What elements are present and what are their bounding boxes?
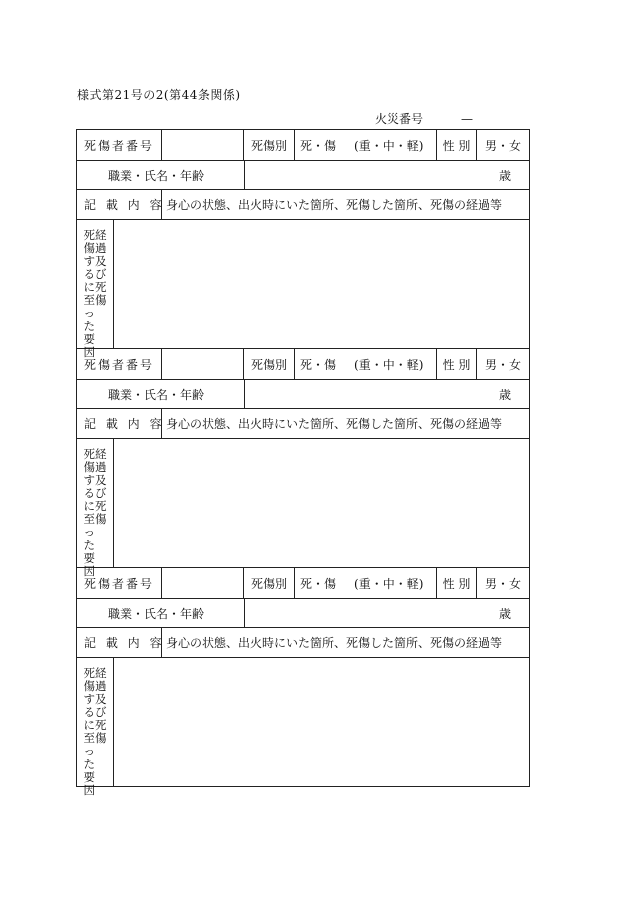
occupation-label: 職業・氏名・年齢 bbox=[108, 168, 205, 183]
cause-label bbox=[77, 658, 113, 797]
casualty-type-options[interactable] bbox=[294, 130, 436, 160]
cause-label bbox=[77, 439, 113, 578]
occupation-label: 職業・氏名・年齢 bbox=[108, 387, 205, 402]
entries-description: 身心の状態、出火時にいた箇所、死傷した箇所、死傷の経過等 bbox=[161, 628, 529, 657]
entries-row bbox=[77, 408, 529, 438]
vertical-char: び bbox=[95, 486, 107, 500]
vertical-char: 至 bbox=[83, 293, 95, 307]
casualty-header-row bbox=[77, 349, 529, 379]
vertical-char: 因 bbox=[83, 783, 95, 797]
casualty-header-row bbox=[77, 130, 529, 160]
vertical-char: た bbox=[83, 757, 95, 771]
vertical-char: 死 bbox=[95, 499, 107, 513]
cause-label bbox=[77, 220, 113, 359]
cause-row bbox=[77, 657, 529, 797]
vertical-char: に bbox=[83, 280, 95, 294]
vertical-char: 経 bbox=[95, 447, 107, 461]
sex-label: 性 別 bbox=[436, 349, 476, 379]
vertical-char: る bbox=[83, 267, 95, 281]
casualty-type-label: 死傷別 bbox=[243, 568, 294, 598]
vertical-char: 死 bbox=[95, 280, 107, 294]
vertical-char: び bbox=[95, 705, 107, 719]
severity-options: (重・中・軽) bbox=[354, 576, 424, 591]
death-injury-options: 死・傷 bbox=[300, 357, 337, 372]
vertical-char: 傷 bbox=[95, 293, 107, 307]
casualty-type-label: 死傷別 bbox=[243, 130, 294, 160]
vertical-char: 因 bbox=[83, 345, 95, 359]
casualty-number-field[interactable] bbox=[161, 568, 243, 598]
vertical-char: 至 bbox=[83, 731, 95, 745]
cause-label-col2 bbox=[84, 448, 96, 578]
sex-label: 性 別 bbox=[436, 130, 476, 160]
vertical-char: っ bbox=[83, 744, 95, 758]
vertical-char: び bbox=[95, 267, 107, 281]
casualty-sheet bbox=[76, 129, 530, 797]
entries-label: 記 載 内 容 bbox=[84, 636, 165, 650]
cause-row bbox=[77, 219, 529, 359]
vertical-char: 傷 bbox=[95, 731, 107, 745]
vertical-char: 傷 bbox=[83, 679, 95, 693]
cause-label-col1 bbox=[95, 667, 107, 797]
occupation-label: 職業・氏名・年齢 bbox=[108, 606, 205, 621]
cause-detail-field[interactable] bbox=[113, 439, 529, 567]
vertical-char: た bbox=[83, 538, 95, 552]
vertical-char: 及 bbox=[95, 254, 107, 268]
vertical-char: 死 bbox=[83, 447, 95, 461]
vertical-char: っ bbox=[83, 306, 95, 320]
entries-label: 記 載 内 容 bbox=[84, 198, 165, 212]
occupation-row bbox=[77, 160, 529, 189]
occupation-field[interactable] bbox=[244, 161, 529, 189]
sex-label: 性 別 bbox=[436, 568, 476, 598]
casualty-block-3 bbox=[76, 568, 530, 797]
vertical-char: 過 bbox=[95, 679, 107, 693]
vertical-char: す bbox=[83, 692, 95, 706]
age-unit: 歳 bbox=[498, 606, 511, 621]
age-unit: 歳 bbox=[498, 387, 511, 402]
casualty-block-1 bbox=[76, 129, 530, 359]
vertical-char: す bbox=[83, 254, 95, 268]
death-injury-options: 死・傷 bbox=[300, 576, 337, 591]
vertical-char: 傷 bbox=[83, 460, 95, 474]
casualty-type-label: 死傷別 bbox=[243, 349, 294, 379]
occupation-field[interactable] bbox=[244, 380, 529, 408]
vertical-char: 死 bbox=[83, 666, 95, 680]
casualty-type-options[interactable] bbox=[294, 568, 436, 598]
vertical-char: 要 bbox=[83, 770, 95, 784]
cause-label-col2 bbox=[84, 667, 96, 797]
vertical-char: 経 bbox=[95, 228, 107, 242]
vertical-char: 傷 bbox=[83, 241, 95, 255]
cause-detail-field[interactable] bbox=[113, 658, 529, 786]
vertical-char: 及 bbox=[95, 692, 107, 706]
cause-label-col1 bbox=[95, 229, 107, 359]
fire-number-dash: — bbox=[461, 112, 474, 126]
casualty-number-label: 死傷者番号 bbox=[84, 138, 155, 153]
casualty-number-field[interactable] bbox=[161, 349, 243, 379]
entries-description: 身心の状態、出火時にいた箇所、死傷した箇所、死傷の経過等 bbox=[161, 190, 529, 219]
vertical-char: す bbox=[83, 473, 95, 487]
form-title: 様式第21号の2(第44条関係) bbox=[77, 88, 241, 102]
fire-number-label: 火災番号 bbox=[375, 112, 424, 126]
occupation-row bbox=[77, 379, 529, 408]
entries-label: 記 載 内 容 bbox=[84, 417, 165, 431]
vertical-char: 至 bbox=[83, 512, 95, 526]
vertical-char: 及 bbox=[95, 473, 107, 487]
vertical-char: っ bbox=[83, 525, 95, 539]
casualty-number-label: 死傷者番号 bbox=[84, 576, 155, 591]
severity-options: (重・中・軽) bbox=[354, 357, 424, 372]
vertical-char: る bbox=[83, 705, 95, 719]
cause-row bbox=[77, 438, 529, 578]
vertical-char: 因 bbox=[83, 564, 95, 578]
severity-options: (重・中・軽) bbox=[354, 138, 424, 153]
vertical-char: 過 bbox=[95, 241, 107, 255]
casualty-number-label: 死傷者番号 bbox=[84, 357, 155, 372]
vertical-char: 傷 bbox=[95, 512, 107, 526]
entries-description: 身心の状態、出火時にいた箇所、死傷した箇所、死傷の経過等 bbox=[161, 409, 529, 438]
casualty-type-options[interactable] bbox=[294, 349, 436, 379]
vertical-char: た bbox=[83, 319, 95, 333]
death-injury-options: 死・傷 bbox=[300, 138, 337, 153]
vertical-char: 要 bbox=[83, 332, 95, 346]
cause-detail-field[interactable] bbox=[113, 220, 529, 348]
vertical-char: 死 bbox=[83, 228, 95, 242]
casualty-header-row bbox=[77, 568, 529, 598]
occupation-row bbox=[77, 598, 529, 627]
sex-options[interactable]: 男・女 bbox=[476, 130, 529, 160]
vertical-char: 経 bbox=[95, 666, 107, 680]
cause-label-col1 bbox=[95, 448, 107, 578]
vertical-char: る bbox=[83, 486, 95, 500]
casualty-number-field[interactable] bbox=[161, 130, 243, 160]
vertical-char: に bbox=[83, 718, 95, 732]
occupation-field[interactable] bbox=[244, 599, 529, 627]
vertical-char: 死 bbox=[95, 718, 107, 732]
cause-label-col2 bbox=[84, 229, 96, 359]
entries-row bbox=[77, 189, 529, 219]
sex-options[interactable]: 男・女 bbox=[476, 568, 529, 598]
age-unit: 歳 bbox=[498, 168, 511, 183]
casualty-block-2 bbox=[76, 349, 530, 578]
vertical-char: に bbox=[83, 499, 95, 513]
sex-options[interactable]: 男・女 bbox=[476, 349, 529, 379]
vertical-char: 要 bbox=[83, 551, 95, 565]
vertical-char: 過 bbox=[95, 460, 107, 474]
fire-number bbox=[375, 110, 473, 127]
entries-row bbox=[77, 627, 529, 657]
